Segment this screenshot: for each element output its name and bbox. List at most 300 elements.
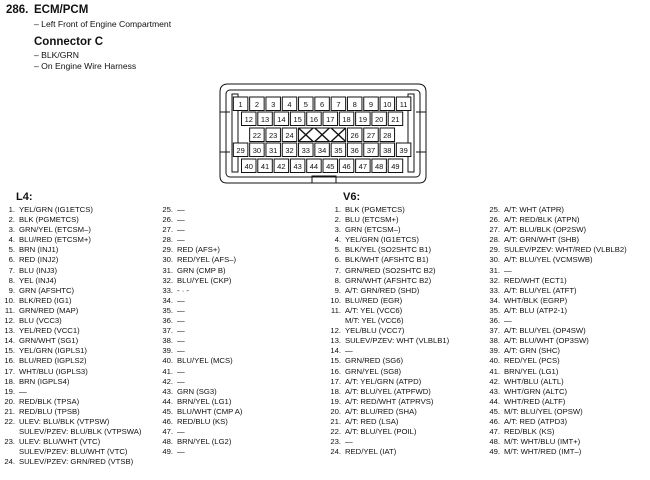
pin-function-line: RED/BLU (TPSB)	[19, 406, 80, 416]
pin-number: 37.	[162, 326, 173, 336]
pin-function-line: GRN/RED (MAP)	[19, 305, 79, 315]
pin-number: 23.	[4, 437, 15, 447]
pin-number-label: 4	[287, 99, 292, 109]
pin-number: 10.	[330, 295, 341, 305]
pin-function-line: A/T: BLU/YEL (VCMSWB)	[504, 255, 593, 265]
pin-function-line: BLU/WHT (CMP A)	[177, 406, 243, 416]
pin-function-line: —	[177, 235, 185, 245]
pin-function-line: RED (AFS+)	[177, 245, 220, 255]
pin-number: 35.	[489, 305, 500, 315]
pin-number: 33.	[162, 285, 173, 295]
pin-entry	[158, 346, 243, 356]
pin-function-line: SULEV/PZEV: BLU/WHT (VTC)	[19, 447, 128, 457]
pin-number-label: 43	[293, 161, 302, 171]
pin-function	[345, 427, 417, 437]
pin-number-label: 12	[244, 114, 253, 124]
pin-function	[345, 245, 431, 255]
pin-number-label: 44	[309, 161, 319, 171]
pin-entry	[485, 427, 627, 437]
pin-number-label: 41	[260, 161, 270, 171]
pin-function-line: BLU (INJ3)	[19, 265, 58, 275]
pin-number-label: 42	[277, 161, 286, 171]
pin-function	[504, 276, 567, 286]
pin-function	[177, 255, 236, 265]
pin-function-line: BLU/RED (ETCSM+)	[19, 235, 91, 245]
pin-function-line: —	[177, 205, 185, 214]
pin-function	[345, 417, 398, 427]
pin-function	[504, 296, 567, 306]
pin-function-line: RED/BLK (TPSA)	[19, 396, 80, 406]
pin-number: 39.	[489, 346, 500, 356]
pin-function-line: —	[177, 305, 185, 315]
pin-function	[19, 417, 141, 437]
pin-entry	[485, 377, 627, 387]
pin-entry	[485, 296, 627, 306]
pin-function-line: A/T: BLU/YEL (ATFT)	[504, 285, 577, 295]
pin-function-line: SULEV/PZEV: GRN/RED (VTSB)	[19, 457, 134, 467]
pin-function-line: A/T: BLU/BLK (OP2SW)	[504, 225, 587, 235]
pin-number: 38.	[489, 336, 500, 346]
pin-function-line: YEL/GRN (IG1ETCS)	[345, 235, 419, 245]
pin-function-line: A/T: YEL/GRN (ATPD)	[345, 376, 422, 386]
pin-function-line: A/T: YEL (VCC6)	[345, 305, 403, 315]
pin-number-label: 48	[374, 161, 384, 171]
pin-function	[345, 215, 399, 225]
pin-number: 18.	[4, 376, 15, 386]
pin-entry	[0, 457, 141, 467]
pin-number-label: 38	[383, 145, 392, 155]
pin-entry	[0, 407, 141, 417]
pin-function	[504, 215, 579, 225]
pin-function-line: - · -	[177, 285, 189, 295]
pin-entry	[0, 326, 141, 336]
pin-function	[19, 205, 93, 215]
pin-function	[504, 346, 560, 356]
pin-entry	[158, 316, 243, 326]
pin-function-line: BRN (IGPLS4)	[19, 376, 70, 386]
pin-number: 27.	[489, 225, 500, 235]
pin-number: 1.	[8, 205, 15, 214]
pin-function-line: GRN/RED (SG6)	[345, 356, 404, 366]
pin-function-line: —	[177, 447, 185, 457]
pin-function	[19, 407, 80, 417]
pin-function	[19, 367, 88, 377]
pin-function-line: A/T: GRN/WHT (SHB)	[504, 235, 580, 245]
pin-entry	[0, 316, 141, 326]
pin-function	[345, 437, 353, 447]
pin-function-line: RED/BLU (KS)	[177, 416, 228, 426]
pin-entry	[158, 235, 243, 245]
pin-number: 45.	[489, 406, 500, 416]
pin-number-label: 19	[358, 114, 368, 124]
pin-function-line: —	[345, 437, 353, 447]
pin-function	[504, 367, 558, 377]
pin-function	[345, 397, 433, 407]
pin-function	[19, 255, 58, 265]
pin-function-line: BRN/YEL (LG1)	[177, 396, 232, 406]
pin-function-line: SULEV/PZEV: WHT/RED (VLBLB2)	[504, 245, 627, 255]
pin-number-label: 2	[254, 99, 259, 109]
pin-entry	[485, 316, 627, 326]
pin-number: 25.	[489, 205, 500, 214]
pin-function	[345, 235, 419, 245]
pin-function	[177, 377, 185, 387]
pin-number: 46.	[489, 416, 500, 426]
pin-function	[19, 387, 27, 397]
pin-entry	[0, 215, 141, 225]
pin-function	[345, 326, 404, 336]
pin-function	[177, 447, 185, 457]
pin-entry	[485, 225, 627, 235]
pin-number: 4.	[8, 235, 15, 245]
pin-function	[19, 245, 58, 255]
v6-heading: V6:	[343, 191, 361, 203]
pin-number: 17.	[330, 376, 341, 386]
pin-entry	[0, 235, 141, 245]
pin-function	[504, 356, 560, 366]
pin-function	[19, 356, 87, 366]
pin-number: 15.	[4, 346, 15, 356]
pin-number: 11.	[330, 305, 341, 315]
pin-number: 18.	[330, 386, 341, 396]
pin-function-line: A/T: RED/WHT (ATPRVS)	[345, 396, 434, 406]
pin-entry	[158, 286, 243, 296]
pin-function	[345, 367, 401, 377]
pin-number: 48.	[489, 437, 500, 447]
pin-function	[504, 387, 567, 397]
pin-function-line: A/T: GRN/RED (SHD)	[345, 285, 420, 295]
pin-function	[19, 377, 69, 387]
pin-number: 49.	[162, 447, 173, 457]
pin-function	[177, 417, 228, 427]
pin-entry	[485, 326, 627, 336]
pin-entry	[326, 417, 449, 427]
pin-number-label: 5	[303, 99, 308, 109]
pin-function	[177, 276, 231, 286]
pin-function-line: RED/YEL (PCS)	[504, 356, 560, 366]
pin-function	[19, 346, 87, 356]
pin-function	[504, 397, 565, 407]
pin-number-label: 36	[350, 145, 359, 155]
pin-function-line: WHT/BLU (IGPLS3)	[19, 366, 88, 376]
pin-function	[19, 397, 79, 407]
pin-entry	[485, 276, 627, 286]
pin-entry	[158, 215, 243, 225]
pin-number-label: 27	[366, 130, 376, 140]
pin-number-label: 39	[399, 145, 408, 155]
pin-function-line: BLK/RED (IG1)	[19, 295, 72, 305]
pin-entry	[158, 427, 243, 437]
pin-function	[177, 205, 185, 215]
pin-number: 30.	[489, 255, 500, 265]
pin-entry	[0, 377, 141, 387]
pin-entry	[158, 407, 243, 417]
pin-function	[504, 407, 583, 417]
pin-function	[177, 356, 233, 366]
pin-entry	[326, 306, 449, 326]
pin-function-line: A/T: RED (LSA)	[345, 416, 399, 426]
pin-entry	[158, 276, 243, 286]
pin-number: 49.	[489, 447, 500, 457]
pin-number: 31.	[489, 265, 500, 275]
pin-number: 20.	[4, 396, 15, 406]
pin-function	[504, 437, 580, 447]
pin-entry	[0, 346, 141, 356]
pin-function-line: GRN (CMP B)	[177, 265, 226, 275]
pin-function-line: WHT/RED (ALTF)	[504, 396, 566, 406]
pin-function	[504, 336, 589, 346]
connector-pins	[233, 97, 411, 173]
pin-number: 19.	[4, 386, 15, 396]
pin-entry	[158, 255, 243, 265]
pin-entry	[158, 245, 243, 255]
pin-number-label: 11	[399, 99, 408, 109]
pin-number: 3.	[8, 225, 15, 235]
pin-number-label: 30	[252, 145, 262, 155]
pin-function	[345, 407, 417, 417]
pin-entry	[485, 387, 627, 397]
pin-entry	[0, 437, 141, 457]
pin-entry	[326, 437, 449, 447]
component-location: – Left Front of Engine Compartment	[34, 19, 172, 29]
pin-entry	[485, 245, 627, 255]
pin-number-label: 31	[269, 145, 278, 155]
pin-number: 22.	[330, 427, 341, 437]
pin-number: 13.	[4, 326, 15, 336]
pin-entry	[326, 296, 449, 306]
pin-function	[504, 427, 554, 437]
pin-function	[19, 225, 91, 235]
pin-function-line: BLK/WHT (AFSHTC B1)	[345, 255, 429, 265]
pin-number-label: 34	[317, 145, 327, 155]
pin-number-label: 18	[342, 114, 351, 124]
pin-function-line: M/T: YEL (VCC6)	[345, 316, 404, 326]
pin-function	[177, 296, 185, 306]
pin-entry	[485, 397, 627, 407]
pin-function-line: BLU/YEL (CKP)	[177, 275, 232, 285]
pin-entry	[0, 276, 141, 286]
pin-function	[19, 296, 72, 306]
pin-function	[177, 225, 185, 235]
pin-entry	[485, 266, 627, 276]
pin-function-line: A/T: RED/BLK (ATPN)	[504, 215, 580, 225]
pin-function-line: YEL/RED (VCC1)	[19, 326, 80, 336]
pin-function-line: A/T: BLU/YEL (POIL)	[345, 427, 417, 437]
pin-entry	[0, 245, 141, 255]
pin-function	[345, 387, 431, 397]
pin-entry	[158, 377, 243, 387]
pin-number-label: 28	[383, 130, 392, 140]
pin-number-label: 16	[309, 114, 319, 124]
pin-entry	[326, 255, 449, 265]
pin-function-line: BRN/YEL (LG1)	[504, 366, 559, 376]
pin-function	[19, 286, 74, 296]
pin-number-label: 8	[352, 99, 357, 109]
header-number: 286.	[6, 4, 29, 16]
pin-number: 23.	[330, 437, 341, 447]
pin-function-line: YEL (INJ4)	[19, 275, 57, 285]
pin-number: 16.	[330, 366, 341, 376]
pin-function-line: WHT/GRN (ALTC)	[504, 386, 568, 396]
pin-number: 47.	[162, 427, 173, 437]
pin-number: 11.	[4, 305, 15, 315]
pin-number: 27.	[162, 225, 173, 235]
pin-function-line: WHT/BLK (EGRP)	[504, 295, 568, 305]
pin-number: 16.	[4, 356, 15, 366]
v6-pin-list-1-24	[326, 205, 449, 457]
pin-function-line: M/T: WHT/RED (IMT–)	[504, 447, 582, 457]
pin-entry	[0, 397, 141, 407]
l4-pin-list-1-24	[0, 205, 141, 467]
pin-number: 32.	[489, 275, 500, 285]
pin-function	[19, 457, 133, 467]
pin-function-line: BLU (VCC3)	[19, 316, 62, 326]
pin-function	[504, 225, 586, 235]
pin-entry	[0, 296, 141, 306]
pin-number: 8.	[8, 275, 15, 285]
pin-function	[504, 266, 512, 276]
pin-function-line: SULEV/PZEV: BLU/BLK (VTPSWA)	[19, 427, 142, 437]
pin-function-line: A/T: GRN (SHC)	[504, 346, 560, 356]
pin-number-label: 26	[350, 130, 359, 140]
pin-function	[177, 266, 226, 276]
pin-entry	[158, 356, 243, 366]
pin-number: 21.	[330, 416, 341, 426]
pin-function-line: RED (INJ2)	[19, 255, 59, 265]
pin-entry	[326, 225, 449, 235]
pin-function	[345, 205, 405, 215]
pin-number: 29.	[162, 245, 173, 255]
pin-function	[504, 326, 586, 336]
pin-function-line: GRN (ETCSM–)	[345, 225, 401, 235]
pin-entry	[158, 205, 243, 215]
l4-pin-list-25-49	[158, 205, 243, 457]
pin-number: 48.	[162, 437, 173, 447]
pin-function	[345, 286, 419, 296]
pin-function	[345, 276, 431, 286]
pin-entry	[326, 276, 449, 286]
pin-function-line: —	[19, 386, 27, 396]
pin-entry	[326, 286, 449, 296]
pin-entry	[326, 407, 449, 417]
pin-number-label: 35	[334, 145, 343, 155]
pin-function	[504, 377, 564, 387]
pin-function-line: GRN (SG3)	[177, 386, 217, 396]
pin-number-label: 24	[285, 130, 294, 140]
pin-function-line: BRN (INJ1)	[19, 245, 59, 255]
pin-function	[177, 286, 189, 296]
pin-number-label: 9	[368, 99, 374, 109]
pin-function-line: M/T: WHT/BLU (IMT+)	[504, 437, 581, 447]
pin-number: 40.	[489, 356, 500, 366]
pin-function	[19, 306, 78, 316]
pin-entry	[485, 407, 627, 417]
pin-entry	[326, 346, 449, 356]
pin-number: 29.	[489, 245, 500, 255]
pin-number: 41.	[489, 366, 500, 376]
pin-number: 45.	[162, 406, 173, 416]
pin-entry	[485, 437, 627, 447]
pin-number: 41.	[162, 366, 173, 376]
pin-function-line: BLU (ETCSM+)	[345, 215, 399, 225]
pin-number-label: 32	[285, 145, 294, 155]
connector-title: Connector C	[34, 36, 103, 48]
pin-number: 3.	[334, 225, 341, 235]
pin-function-line: —	[177, 215, 185, 225]
pin-function-line: GRN/RED (SO2SHTC B2)	[345, 265, 436, 275]
pin-function	[504, 316, 512, 326]
pin-function	[345, 296, 402, 306]
pin-function	[177, 407, 243, 417]
pin-entry	[326, 356, 449, 366]
pin-function-line: —	[345, 346, 353, 356]
pin-number: 17.	[4, 366, 15, 376]
pin-number: 21.	[4, 406, 15, 416]
pin-entry	[0, 255, 141, 265]
pin-function-line: BRN/YEL (LG2)	[177, 437, 232, 447]
pin-number: 36.	[489, 316, 500, 326]
pin-function	[19, 336, 78, 346]
pin-function	[19, 316, 62, 326]
pin-number-label: 6	[320, 99, 325, 109]
pin-number: 14.	[4, 336, 15, 346]
pin-number: 6.	[334, 255, 341, 265]
pin-entry	[485, 255, 627, 265]
pin-function-line: —	[177, 336, 185, 346]
pin-function-line: GRN/WHT (AFSHTC B2)	[345, 275, 432, 285]
pin-number: 47.	[489, 427, 500, 437]
pin-number: 2.	[8, 215, 15, 225]
pin-function-line: RED/BLK (KS)	[504, 427, 555, 437]
pin-function	[345, 447, 396, 457]
pin-entry	[0, 205, 141, 215]
pin-number-label: 13	[260, 114, 270, 124]
pin-function	[345, 356, 403, 366]
pin-entry	[326, 245, 449, 255]
pin-function	[345, 346, 353, 356]
pin-entry	[326, 336, 449, 346]
pin-number: 13.	[330, 336, 341, 346]
pin-number-label: 17	[326, 114, 335, 124]
pin-number: 15.	[330, 356, 341, 366]
pin-number-label: 20	[374, 114, 384, 124]
pin-function	[177, 306, 185, 316]
pin-function-line: GRN/YEL (SG8)	[345, 366, 402, 376]
pin-function-line: BLK (PGMETCS)	[19, 215, 79, 225]
pin-function-line: —	[177, 366, 185, 376]
pin-function	[345, 377, 421, 387]
pin-number: 28.	[489, 235, 500, 245]
pin-entry	[485, 286, 627, 296]
pin-entry	[326, 235, 449, 245]
pin-entry	[326, 427, 449, 437]
pin-entry	[485, 235, 627, 245]
pin-function-line: RED/YEL (AFS–)	[177, 255, 237, 265]
pin-entry	[485, 356, 627, 366]
pin-entry	[485, 306, 627, 316]
pin-function	[19, 437, 128, 457]
pin-number: 42.	[489, 376, 500, 386]
pin-number: 39.	[162, 346, 173, 356]
pin-number: 9.	[8, 285, 15, 295]
pin-function	[19, 215, 79, 225]
pin-function-line: GRN/WHT (SG1)	[19, 336, 79, 346]
pin-number: 44.	[162, 396, 173, 406]
pin-number: 43.	[489, 386, 500, 396]
pin-function-line: —	[177, 376, 185, 386]
pin-entry	[158, 336, 243, 346]
pin-number: 38.	[162, 336, 173, 346]
